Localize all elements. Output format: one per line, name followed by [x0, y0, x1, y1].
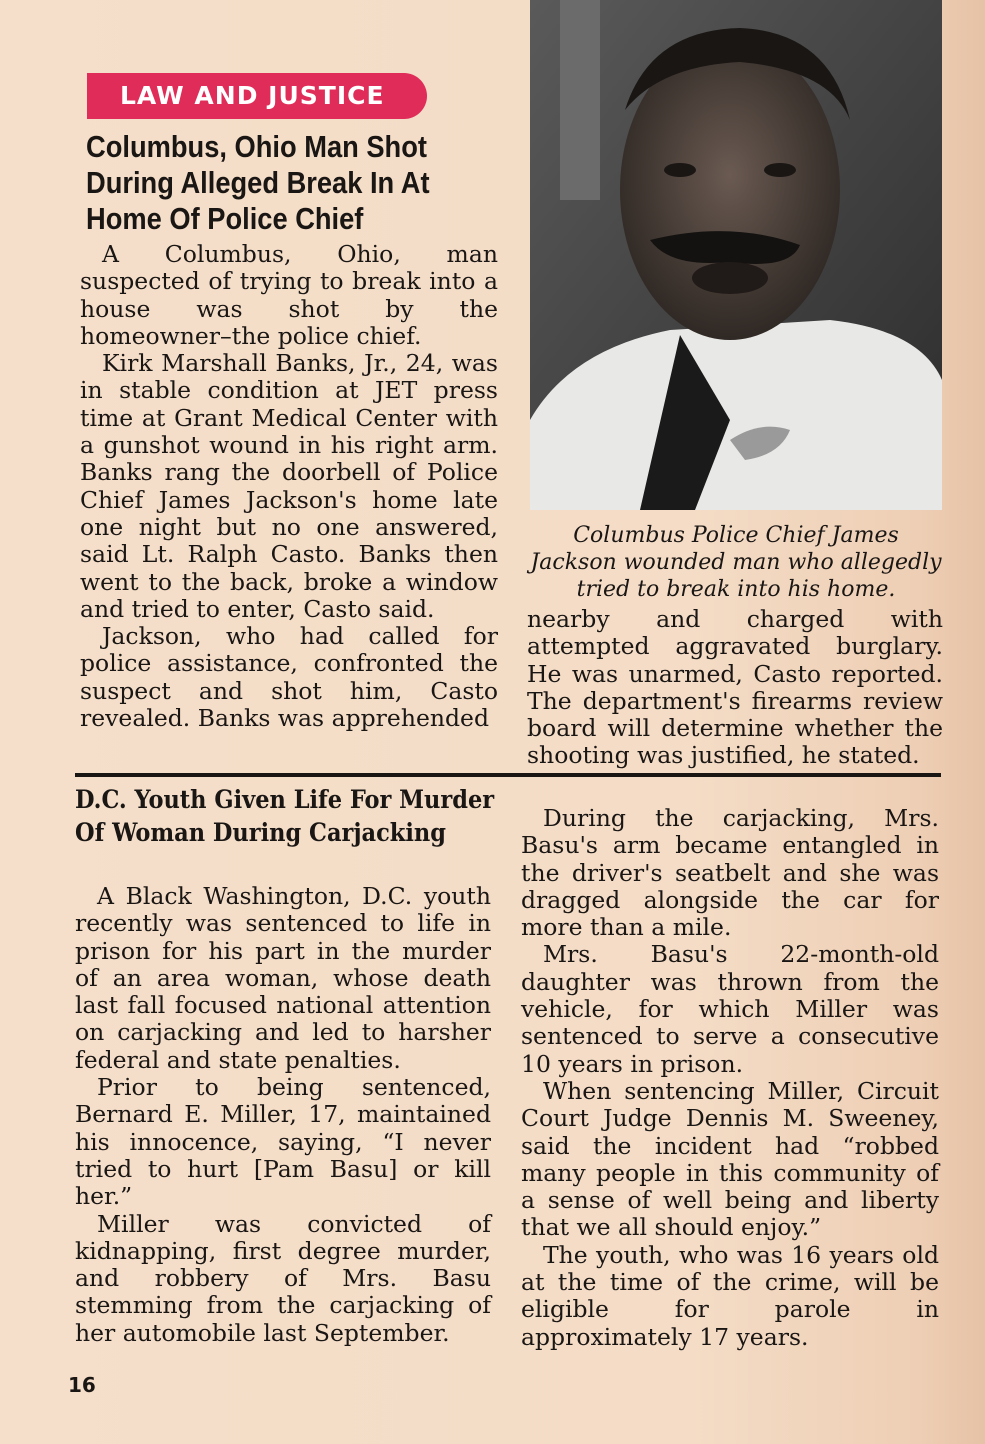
article2-paragraph: Mrs. Basu's 22-month-old daughter was thrown from the vehicle, for which Miller was sentenced to serve a consecutive 10 years in prison.	[521, 940, 939, 1078]
article2-paragraph: During the carjacking, Mrs. Basu's arm became entangled in the driver's seatbelt and she was dragged alongside the car for more than a mile.	[521, 804, 939, 942]
police-chief-portrait-icon	[530, 0, 942, 510]
section-divider	[75, 773, 941, 777]
article2-paragraph: A Black Washington, D.C. youth recently was sentenced to life in prison for his part in the murder of an area woman, whose death last fall focused national attention on carjacking and led to harsher federal and state penalties.	[75, 882, 491, 1074]
article1-headline: Columbus, Ohio Man Shot During Alleged Break In At Home Of Police Chief	[86, 129, 430, 236]
police-chief-photo	[530, 0, 942, 510]
section-label: LAW AND JUSTICE	[87, 73, 427, 119]
article2-paragraph: The youth, who was 16 years old at the time of the crime, will be eligible for parole in approximately 17 years.	[521, 1240, 939, 1351]
photo-caption: Columbus Police Chief James Jackson wounded man who allegedly tried to break into his home.	[530, 523, 942, 602]
article1-paragraph: Kirk Marshall Banks, Jr., 24, was in stable condition at JET press time at Grant Medical Center with a gunshot wound in his right arm. Banks rang the doorbell of Police Chief James Jackson's home late one night but no one answered, said Lt. Ralph Casto. Banks then went to the back, broke a window and tried to enter, Casto said.	[80, 349, 498, 623]
article2-column2	[521, 805, 939, 1351]
page-number: 16	[68, 1373, 96, 1397]
article1-paragraph: Jackson, who had called for police assistance, confronted the suspect and shot him, Casto revealed. Banks was apprehended	[80, 622, 498, 733]
article2-column1	[75, 883, 491, 1347]
article1-paragraph: A Columbus, Ohio, man suspected of trying to break into a house was shot by the homeowner–the police chief.	[80, 240, 498, 350]
article2-paragraph: Miller was convicted of kidnapping, first degree murder, and robbery of Mrs. Basu stemming from the carjacking of her automobile last September.	[75, 1209, 491, 1347]
article2-paragraph: When sentencing Miller, Circuit Court Judge Dennis M. Sweeney, said the incident had “robbed many people in this community of a sense of well being and liberty that we all should enjoy.”	[521, 1076, 939, 1242]
article2-headline: D.C. Youth Given Life For Murder Of Woman During Carjacking	[75, 785, 495, 847]
article1-column2	[527, 606, 943, 770]
article2-paragraph: Prior to being sentenced, Bernard E. Miller, 17, maintained his innocence, saying, “I never tried to hurt [Pam Basu] or kill her.”	[75, 1073, 491, 1211]
article1-paragraph: nearby and charged with attempted aggravated burglary. He was unarmed, Casto reported. The department's firearms review board will determine whether the shooting was justified, he stated.	[527, 605, 943, 770]
article1-column1	[80, 241, 498, 732]
